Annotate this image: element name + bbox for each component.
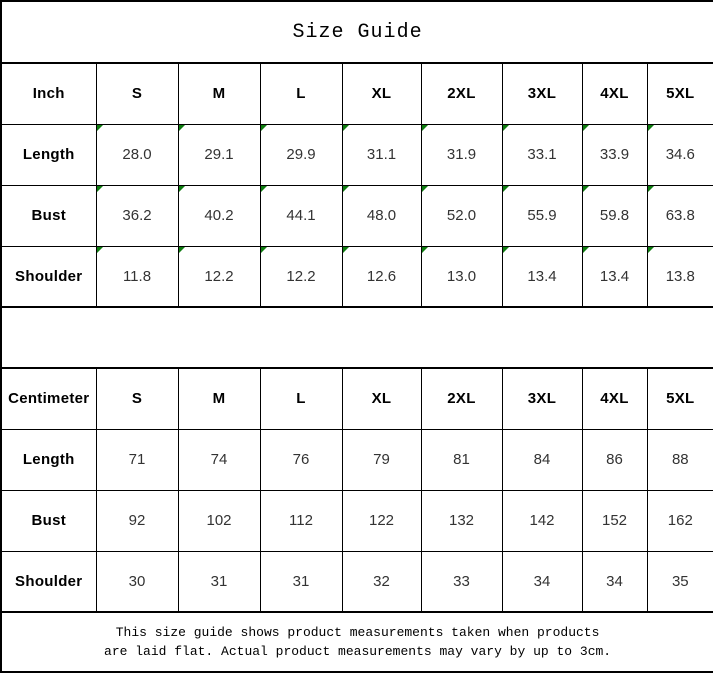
measurement-cell: 34 xyxy=(582,551,647,612)
page-title: Size Guide xyxy=(1,1,713,63)
size-col-header-xl: XL xyxy=(342,63,421,124)
measurement-cell: 13.4 xyxy=(582,246,647,307)
inch-shoulder-row xyxy=(1,246,713,307)
measurement-cell: 71 xyxy=(96,429,178,490)
measurement-cell: 86 xyxy=(582,429,647,490)
measurement-cell: 28.0 xyxy=(96,124,178,185)
footer-note xyxy=(1,612,713,672)
measurement-cell: 31 xyxy=(260,551,342,612)
title-row xyxy=(1,1,713,63)
size-col-header-5xl: 5XL xyxy=(647,63,713,124)
cm-shoulder-row xyxy=(1,551,713,612)
size-col-header-5xl: 5XL xyxy=(647,368,713,429)
measurement-cell: 31.1 xyxy=(342,124,421,185)
size-col-header-l: L xyxy=(260,63,342,124)
measurement-cell: 76 xyxy=(260,429,342,490)
measurement-cell: 13.4 xyxy=(502,246,582,307)
size-col-header-3xl: 3XL xyxy=(502,63,582,124)
size-col-header-m: M xyxy=(178,368,260,429)
inch-bust-row xyxy=(1,185,713,246)
measurement-cell: 59.8 xyxy=(582,185,647,246)
inch-header-row xyxy=(1,63,713,124)
size-col-header-2xl: 2XL xyxy=(421,63,502,124)
measurement-cell: 30 xyxy=(96,551,178,612)
measurement-cell: 162 xyxy=(647,490,713,551)
measurement-cell: 55.9 xyxy=(502,185,582,246)
unit-label-inch: Inch xyxy=(1,63,96,124)
inch-length-row xyxy=(1,124,713,185)
measurement-cell: 92 xyxy=(96,490,178,551)
measurement-cell: 33 xyxy=(421,551,502,612)
cm-length-row xyxy=(1,429,713,490)
measurement-cell: 74 xyxy=(178,429,260,490)
measurement-cell: 31.9 xyxy=(421,124,502,185)
measurement-cell: 40.2 xyxy=(178,185,260,246)
measurement-cell: 63.8 xyxy=(647,185,713,246)
measurement-cell: 79 xyxy=(342,429,421,490)
spacer-cell xyxy=(1,307,713,368)
measurement-cell: 112 xyxy=(260,490,342,551)
unit-label-centimeter: Centimeter xyxy=(1,368,96,429)
cm-bust-row xyxy=(1,490,713,551)
measurement-cell: 35 xyxy=(647,551,713,612)
size-col-header-l: L xyxy=(260,368,342,429)
footer-note-line-1: This size guide shows product measurements taken when products xyxy=(115,624,600,640)
measurement-cell: 31 xyxy=(178,551,260,612)
measurement-cell: 44.1 xyxy=(260,185,342,246)
measurement-cell: 13.8 xyxy=(647,246,713,307)
measurement-cell: 81 xyxy=(421,429,502,490)
measurement-cell: 84 xyxy=(502,429,582,490)
footer-row xyxy=(1,612,713,672)
measurement-cell: 132 xyxy=(421,490,502,551)
size-col-header-3xl: 3XL xyxy=(502,368,582,429)
measurement-cell: 152 xyxy=(582,490,647,551)
row-label: Length xyxy=(1,124,96,185)
measurement-cell: 142 xyxy=(502,490,582,551)
measurement-cell: 12.2 xyxy=(260,246,342,307)
measurement-cell: 34.6 xyxy=(647,124,713,185)
measurement-cell: 33.1 xyxy=(502,124,582,185)
measurement-cell: 34 xyxy=(502,551,582,612)
measurement-cell: 48.0 xyxy=(342,185,421,246)
measurement-cell: 32 xyxy=(342,551,421,612)
measurement-cell: 33.9 xyxy=(582,124,647,185)
measurement-cell: 13.0 xyxy=(421,246,502,307)
size-col-header-2xl: 2XL xyxy=(421,368,502,429)
size-col-header-s: S xyxy=(96,368,178,429)
size-col-header-m: M xyxy=(178,63,260,124)
size-col-header-4xl: 4XL xyxy=(582,63,647,124)
measurement-cell: 36.2 xyxy=(96,185,178,246)
measurement-cell: 29.9 xyxy=(260,124,342,185)
measurement-cell: 102 xyxy=(178,490,260,551)
size-col-header-s: S xyxy=(96,63,178,124)
size-col-header-xl: XL xyxy=(342,368,421,429)
measurement-cell: 12.6 xyxy=(342,246,421,307)
spacer-row xyxy=(1,307,713,368)
footer-note-line-2: are laid flat. Actual product measurements may vary by up to 3cm. xyxy=(104,644,612,659)
measurement-cell: 122 xyxy=(342,490,421,551)
measurement-cell: 12.2 xyxy=(178,246,260,307)
measurement-cell: 29.1 xyxy=(178,124,260,185)
measurement-cell: 88 xyxy=(647,429,713,490)
row-label: Length xyxy=(1,429,96,490)
row-label: Bust xyxy=(1,490,96,551)
measurement-cell: 11.8 xyxy=(96,246,178,307)
row-label: Shoulder xyxy=(1,551,96,612)
row-label: Shoulder xyxy=(1,246,96,307)
cm-header-row xyxy=(1,368,713,429)
measurement-cell: 52.0 xyxy=(421,185,502,246)
row-label: Bust xyxy=(1,185,96,246)
size-col-header-4xl: 4XL xyxy=(582,368,647,429)
